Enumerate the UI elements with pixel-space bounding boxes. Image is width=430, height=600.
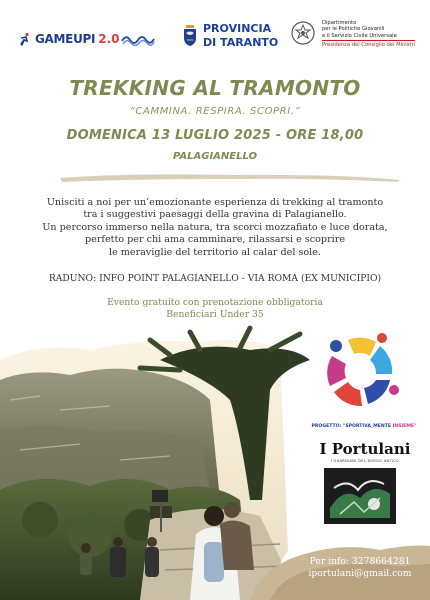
provincia-line1: PROVINCIA: [203, 22, 272, 35]
progetto-prefix: PROGETTO: "SPORTIVA_MENTE: [311, 424, 392, 429]
meeting-point: RADUNO: INFO POINT PALAGIANELLO - VIA ROMA (EX MUNICIPIO): [48, 273, 382, 284]
gameupi-logo: [18, 32, 119, 46]
dipartimento-logo: [290, 20, 415, 49]
dipartimento-line4: Presidenza del Consiglio dei Ministri: [322, 42, 416, 49]
event-date-time: DOMENICA 13 LUGLIO 2025 - ORE 18,00: [66, 128, 364, 143]
header-logos: [0, 18, 430, 62]
brush-divider: [60, 171, 400, 183]
event-tagline: “CAMMINA. RESPIRA. SCOPRI.”: [129, 106, 301, 117]
description-line: Un percorso immerso nella natura, tra scorci mozzafiato e luce dorata,: [42, 221, 388, 233]
sportiva-mente-logo: [318, 330, 402, 414]
gameupi-version: 2.0: [98, 32, 120, 46]
runner-icon: [18, 32, 32, 46]
crest-icon: [183, 25, 197, 47]
event-place: PALAGIANELLO: [172, 151, 258, 162]
contact-email: iportulani@gmail.com: [308, 568, 412, 580]
portulani-subtitle: I GUARDIANI DEL BORGO ANTICO: [330, 459, 400, 463]
dipartimento-line1: Dipartimento: [322, 20, 357, 26]
progetto-label: [304, 424, 424, 429]
description-line: Unisciti a noi per un’emozionante esperienza di trekking al tramonto: [46, 197, 384, 208]
contact-phone: Per info: 3278664281: [309, 556, 411, 567]
description-line: le meraviglie del territorio al calar del sole.: [109, 246, 321, 258]
event-title: TREKKING AL TRAMONTO: [69, 76, 361, 100]
description-line: perfetto per chi ama camminare, rilassarsi e scoprire: [85, 234, 345, 246]
progetto-suffix: INSIEME": [392, 424, 417, 429]
portulani-artwork: [324, 468, 396, 524]
contact-info: [300, 556, 420, 580]
italian-emblem-icon: [290, 20, 316, 46]
beneficiaries-note: Beneficiari Under 35: [166, 309, 264, 321]
gameupi-name: GAMEUPI: [35, 32, 96, 46]
wave-logo-icon: [121, 32, 155, 46]
portulani-name: I Portulani: [319, 440, 411, 458]
provincia-line2: DI TARANTO: [203, 36, 279, 49]
provincia-taranto-logo: [183, 22, 278, 50]
event-conditions: [0, 297, 430, 321]
free-event-note: Evento gratuito con prenotazione obbligatoria: [107, 297, 323, 308]
dipartimento-line3: e il Servizio Civile Universale: [322, 32, 397, 39]
description-line: tra i suggestivi paesaggi della gravina di Palagianello.: [83, 209, 347, 221]
dipartimento-line2: per le Politiche Giovanili: [322, 26, 385, 33]
event-description: [40, 197, 390, 259]
